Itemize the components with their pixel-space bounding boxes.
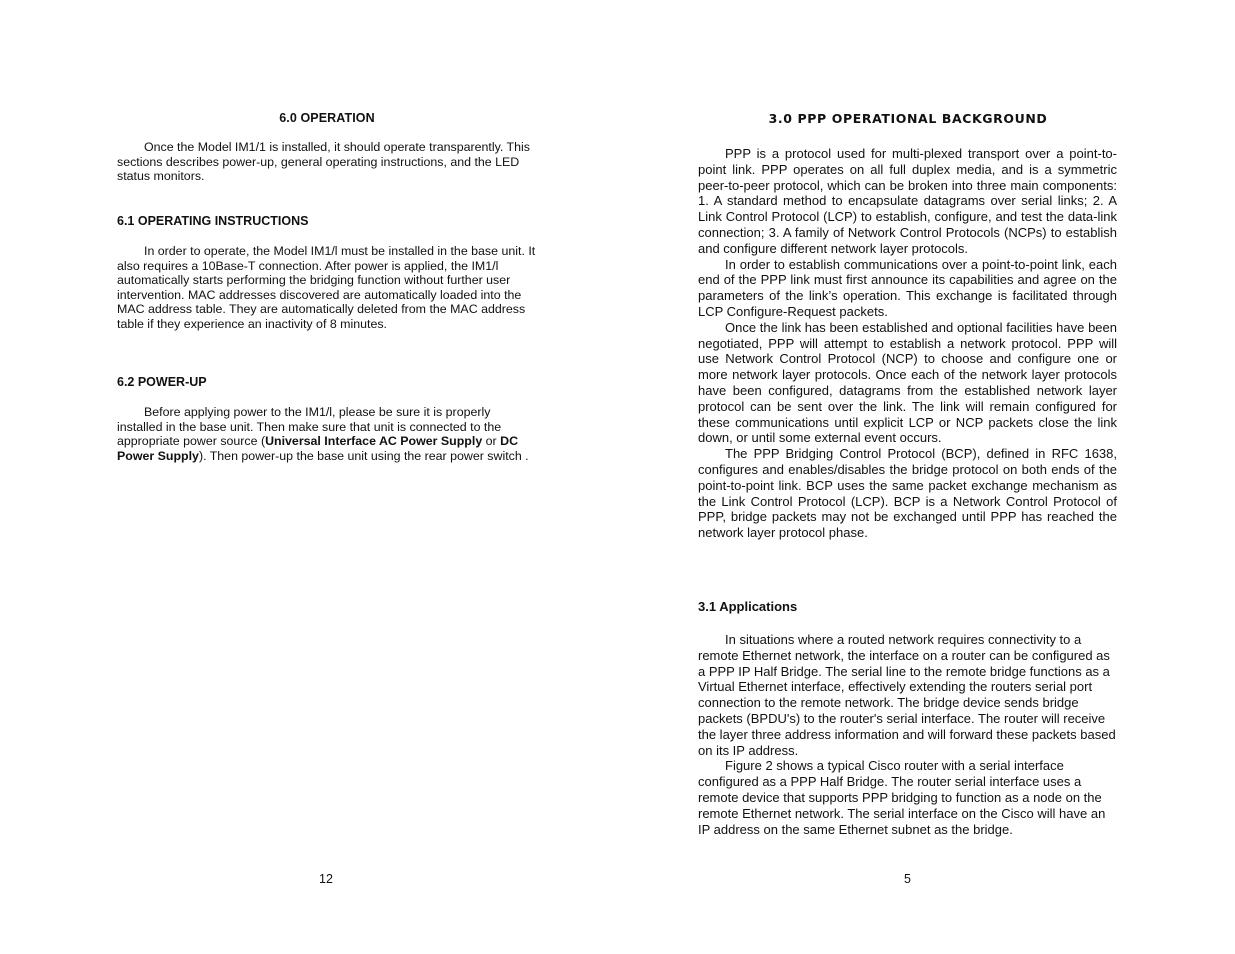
ppp-paragraph: The PPP Bridging Control Protocol (BCP), defined in RFC 1638, configures and enables/disables the bridge protocol on both ends of the point-to-point link. BCP uses the same packet exchange mechanism as the Link Control Protocol (LCP). BCP is a Network Control Protocol of PPP, bridge packets may not be exchanged until PPP has reached the network layer protocol phase. <box>698 446 1117 541</box>
section-3-0-heading: 3.0 PPP OPERATIONAL BACKGROUND <box>768 111 1048 126</box>
dc-power-supply-term: DC Power Supply <box>117 434 519 463</box>
ppp-paragraph: PPP is a protocol used for multi-plexed transport over a point-to-point link. PPP operates on all full duplex media, and is a symmetric peer-to-peer protocol, which can be broken into three main components: 1. A standard method to encapsulate datagrams over serial links; 2. A Link Control Protocol (LCP) to establish, configure, and test the data-link connection; 3. A family of Network Control Protocols (NCPs) to establish and configure different network layer protocols. <box>698 146 1117 256</box>
ppp-paragraph: Once the link has been established and optional facilities have been negotiated, PPP will attempt to establish a network protocol. PPP will use Network Control Protocol (NCP) to choose and configure one or more network layer protocols. Once each of the network layer protocols have been configured, datagrams from the established network layer protocol can be sent over the link. The link will remain configured for these communications until explicit LCP or NCP packets close the link down, or until some external event occurs. <box>698 319 1117 446</box>
power-up-text-2: or <box>482 434 501 449</box>
ppp-background-body <box>698 146 1117 541</box>
power-up-text-3: ). Then power-up the base unit using the rear power switch . <box>198 448 529 463</box>
power-up-text-1: Before applying power to the IM1/l, please be sure it is properly installed in the base unit. Then make sure that unit is connected to the appropriate power source ( <box>117 405 502 449</box>
section-6-0-heading: 6.0 OPERATION <box>279 111 375 125</box>
applications-paragraph: Figure 2 shows a typical Cisco router with a serial interface configured as a PPP Half Bridge. The router serial interface uses a remote device that supports PPP bridging to function as a node on the remote Ethernet network. The serial interface on the Cisco will have an IP address on the same Ethernet subnet as the bridge. <box>698 758 1106 837</box>
right-page-number: 5 <box>904 872 911 886</box>
applications-body <box>698 632 1117 837</box>
operation-intro <box>117 140 537 184</box>
power-up-paragraph <box>117 405 537 463</box>
operating-instructions-text: In order to operate, the Model IM1/l must be installed in the base unit. It also requires a 10Base-T connection. After power is applied, the IM1/l automatically starts performing the bridging function without further user intervention. MAC addresses discovered are automatically loaded into the MAC address table. They are automatically deleted from the MAC address table if they experience an inactivity of 8 minutes. <box>117 244 536 331</box>
section-3-1-heading: 3.1 Applications <box>698 599 798 614</box>
operating-instructions <box>117 244 537 332</box>
applications-paragraph: In situations where a routed network requires connectivity to a remote Ethernet network, the interface on a router can be configured as a PPP IP Half Bridge. The serial line to the remote bridge functions as a Virtual Ethernet interface, effectively extending the routers serial port connection to the remote network. The bridge device sends bridge packets (BPDU's) to the router's serial interface. The router will receive the layer three address information and will forward these packets based on its IP address. <box>698 632 1116 758</box>
ppp-paragraph: In order to establish communications over a point-to-point link, each end of the PPP link must first announce its capabilities and agree on the parameters of the link’s operation. This exchange is facilitated through LCP Configure-Request packets. <box>698 256 1117 319</box>
section-6-1-heading: 6.1 OPERATING INSTRUCTIONS <box>117 214 309 228</box>
left-page-number: 12 <box>319 872 333 886</box>
section-6-2-heading: 6.2 POWER-UP <box>117 375 207 389</box>
ac-power-supply-term: Universal Interface AC Power Supply <box>265 434 483 449</box>
operation-intro-text: Once the Model IM1/1 is installed, it should operate transparently. This sections describes power-up, general operating instructions, and the LED status monitors. <box>117 140 530 184</box>
